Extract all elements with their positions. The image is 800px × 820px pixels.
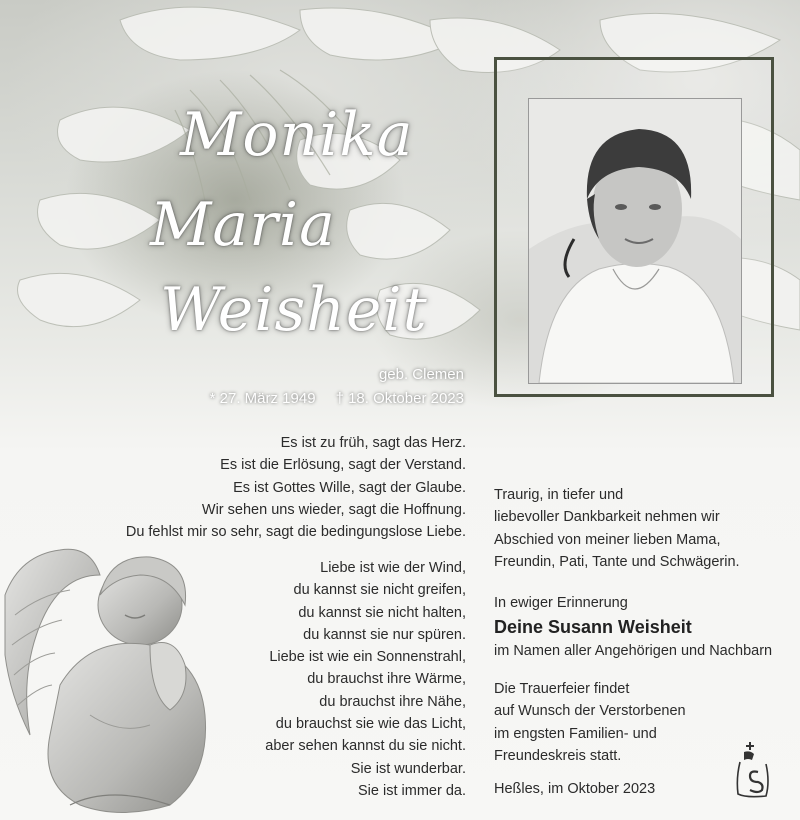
poem-two-line: du kannst sie nur spüren. (303, 626, 466, 643)
funeral-line: Freundeskreis statt. (494, 747, 622, 764)
poem-one-line: Es ist die Erlösung, sagt der Verstand. (220, 457, 466, 474)
signature: Deine Susann Weisheit (494, 617, 692, 638)
poem-one-line: Du fehlst mir so sehr, sagt die bedingungslose Liebe. (125, 524, 466, 541)
funeral-note (494, 678, 686, 767)
poem-one (126, 432, 466, 543)
poem-one-line: Wir sehen uns wieder, sagt die Hoffnung. (201, 501, 466, 518)
last-name: Weisheit (160, 275, 428, 345)
birth-date: * 27. März 1949 (209, 390, 316, 407)
poem-one-line: Es ist zu früh, sagt das Herz. (280, 435, 466, 451)
announcement-text (494, 484, 740, 573)
remembrance-intro: In ewiger Erinnerung (494, 595, 628, 611)
poem-two-line: Liebe ist wie ein Sonnenstrahl, (269, 649, 466, 666)
deceased-name (150, 95, 480, 375)
death-date: † 18. Oktober 2023 (335, 390, 464, 407)
poem-two (265, 557, 466, 802)
poem-two-line: Liebe ist wie der Wind, (320, 560, 466, 576)
announcement-line: Traurig, in tiefer und (494, 487, 624, 503)
announcement-line: liebevoller Dankbarkeit nehmen wir (494, 509, 720, 526)
on-behalf-line: im Namen aller Angehörigen und Nachbarn (494, 643, 773, 660)
poem-two-line: du brauchst ihre Nähe, (319, 693, 466, 710)
poem-two-line: du brauchst ihre Wärme, (307, 671, 466, 688)
remembrance-block (494, 592, 772, 663)
portrait-silhouette (529, 99, 741, 383)
birth-name: geb. Clemen (378, 366, 464, 383)
funeral-line: Die Trauerfeier findet (494, 681, 630, 697)
funeral-line: im engsten Familien- und (494, 725, 657, 742)
funeral-line: auf Wunsch der Verstorbenen (494, 703, 686, 720)
announcement-line: Freundin, Pati, Tante und Schwägerin. (494, 553, 740, 570)
funeral-home-logo-icon (726, 738, 774, 800)
poem-two-line: Sie ist wunderbar. (350, 760, 466, 777)
poem-two-line: du brauchst sie wie das Licht, (275, 716, 466, 733)
poem-two-line: aber sehen kannst du sie nicht. (265, 738, 466, 755)
poem-two-line: Sie ist immer da. (358, 782, 466, 799)
first-name: Monika (180, 100, 414, 170)
place-date: Heßles, im Oktober 2023 (494, 781, 656, 797)
middle-name: Maria (150, 190, 336, 260)
life-dates (210, 390, 464, 407)
poem-one-line: Es ist Gottes Wille, sagt der Glaube. (233, 479, 466, 496)
announcement-line: Abschied von meiner lieben Mama, (494, 531, 721, 548)
poem-two-line: du kannst sie nicht halten, (298, 604, 466, 621)
poem-two-line: du kannst sie nicht greifen, (293, 582, 466, 599)
angel-statue-image (0, 535, 220, 820)
portrait-photo (528, 98, 742, 384)
